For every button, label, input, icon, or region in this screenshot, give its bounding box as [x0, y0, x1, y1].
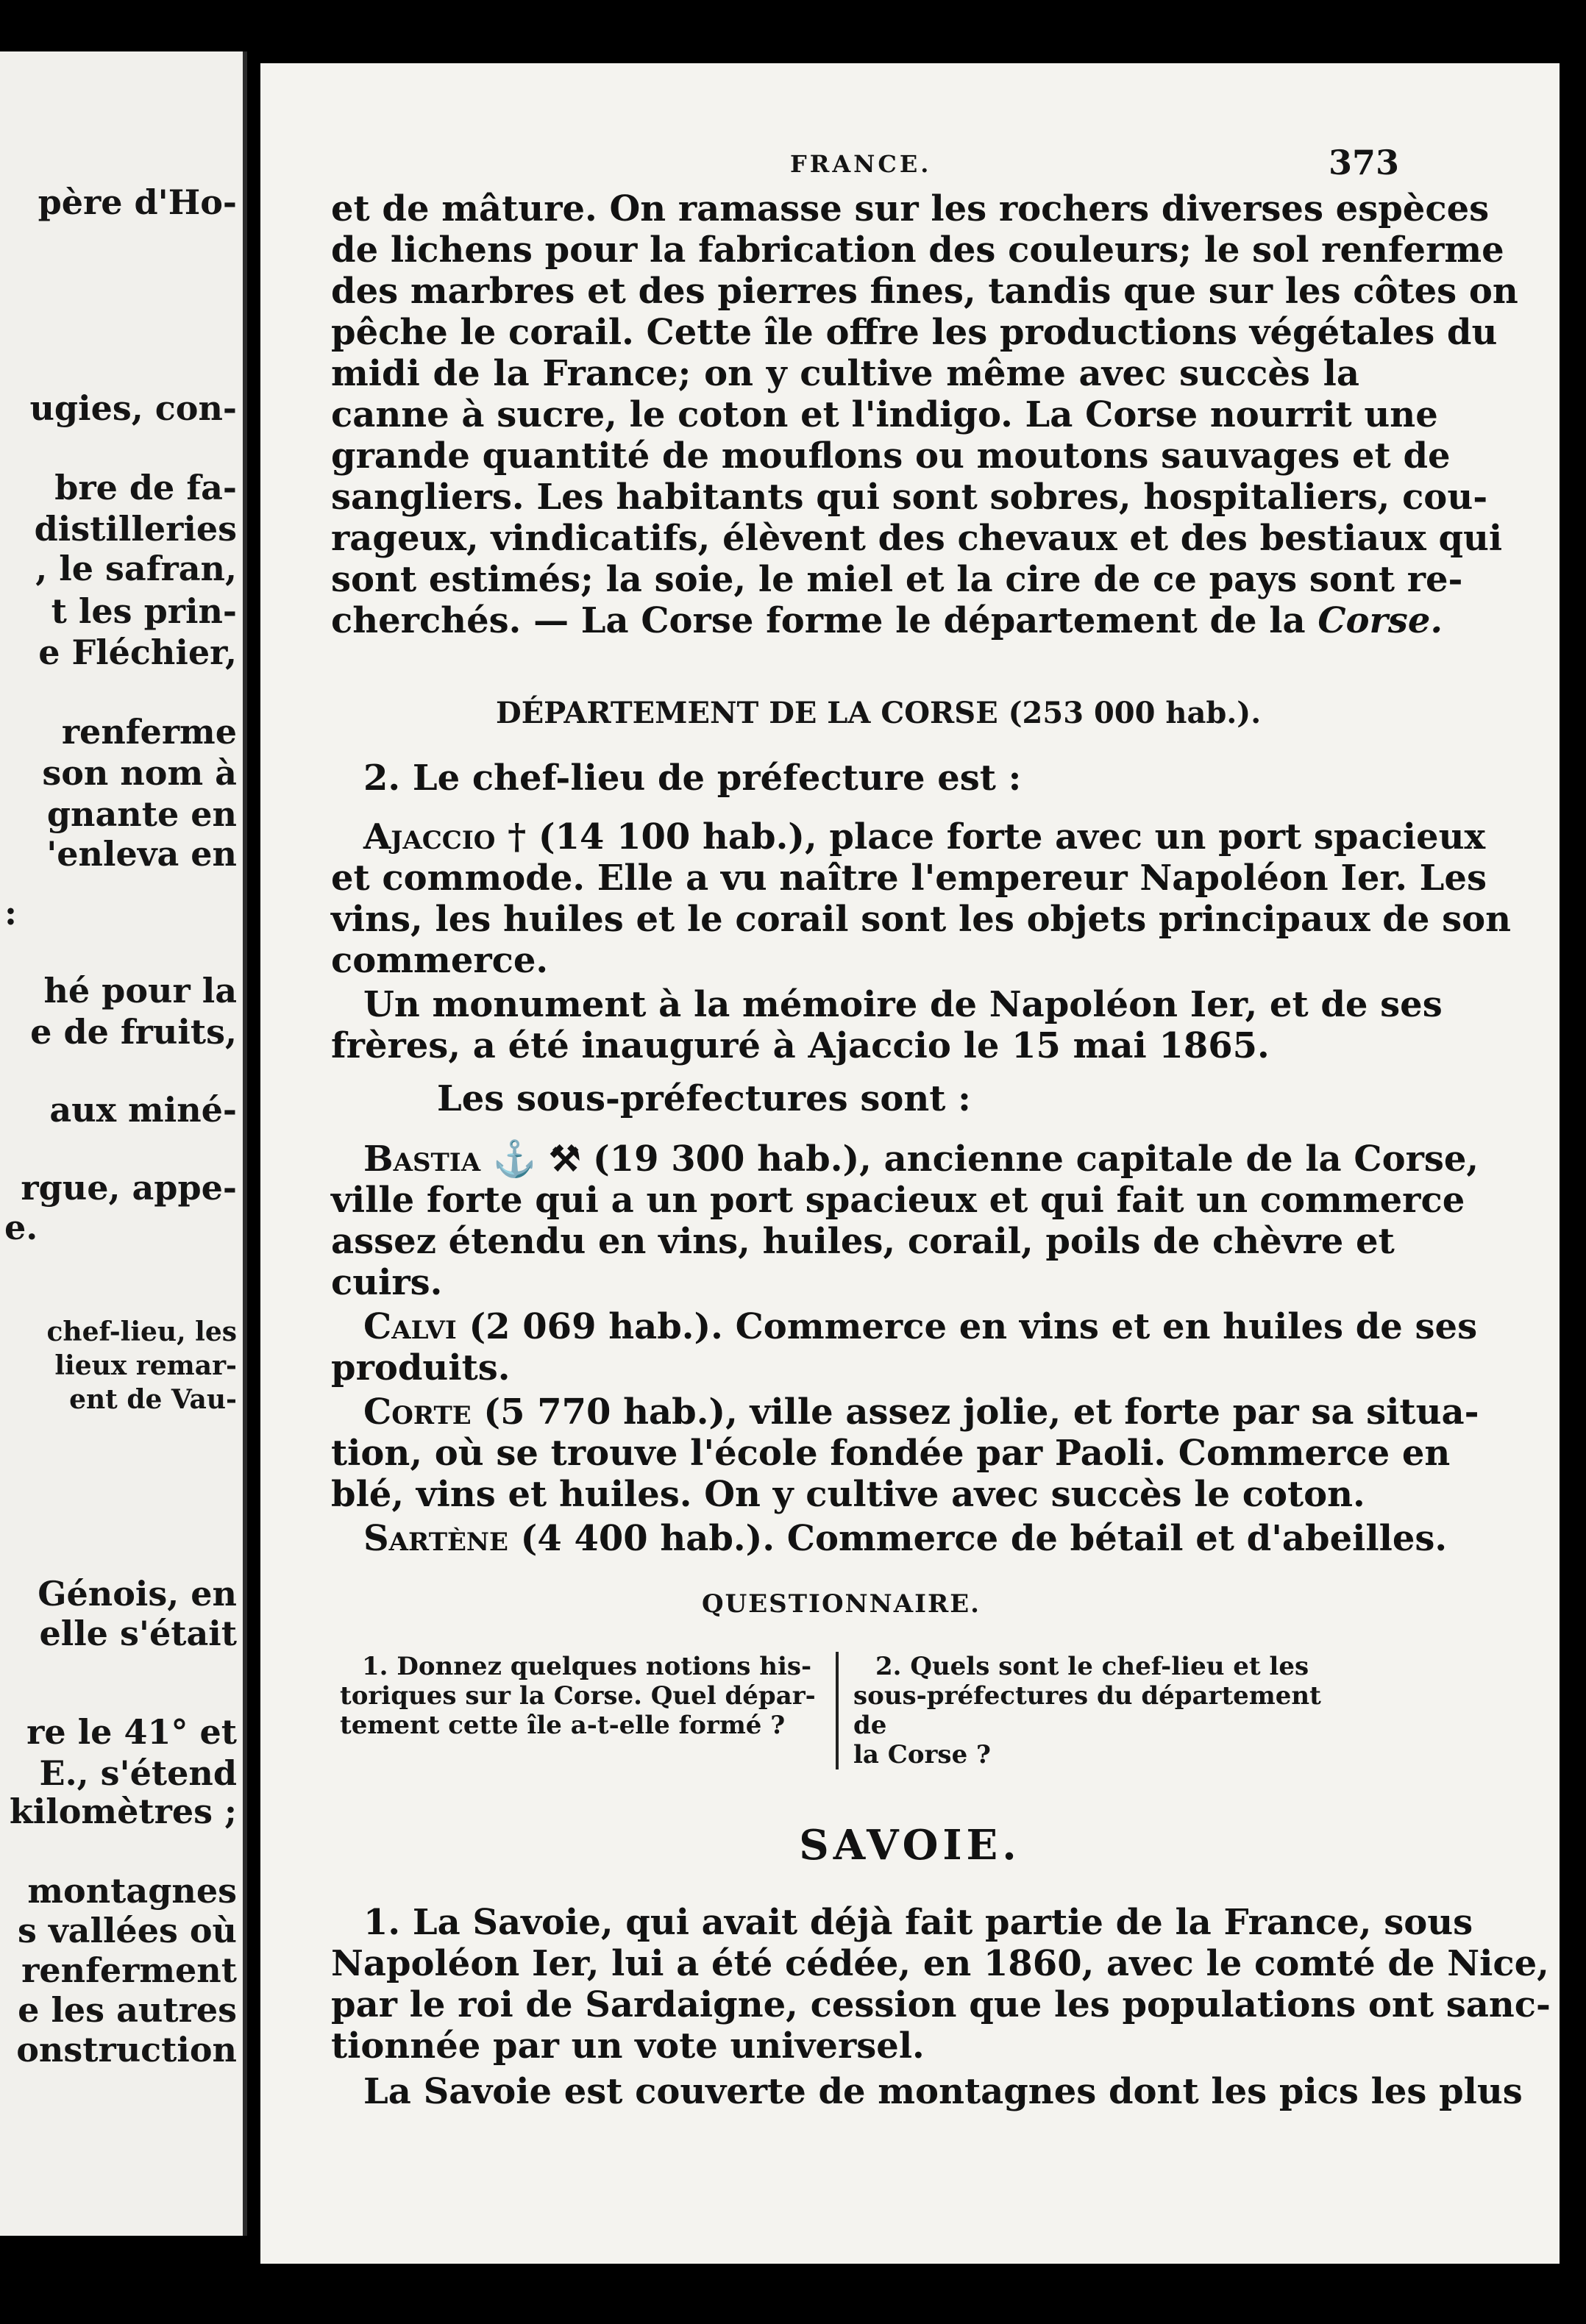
city-name: Sartène [363, 1518, 508, 1559]
left-page-line: ent de Vau- [69, 1384, 237, 1415]
bastia-line [363, 1138, 1479, 1180]
text-span: † (14 100 hab.), place forte avec un port spacieux [495, 816, 1486, 858]
left-page-line: bre de fa- [54, 468, 237, 507]
question-2 [853, 1652, 1339, 1769]
left-page-line: lieux remar- [54, 1350, 237, 1381]
left-page-line: père d'Ho- [38, 182, 237, 222]
text-line: sont estimés; la soie, le miel et la cire de ce pays sont re- [331, 559, 1463, 600]
text-line: cuirs. [331, 1262, 443, 1303]
running-title: FRANCE. [790, 150, 932, 178]
left-page-line: re le 41° et [26, 1712, 237, 1752]
right-page [260, 63, 1560, 2264]
left-page-line: chef-lieu, les [46, 1316, 237, 1347]
text-line: commerce. [331, 940, 549, 981]
left-page-line: rgue, appe- [21, 1168, 237, 1208]
question-line: 1. Donnez quelques notions his- [362, 1652, 812, 1681]
left-facing-page [0, 51, 247, 2236]
text-line: tionnée par un vote universel. [331, 2025, 925, 2067]
left-page-line: e de fruits, [30, 1012, 237, 1052]
text-line: Un monument à la mémoire de Napoléon Ier, et de ses [363, 984, 1443, 1025]
left-page-line: Génois, en [38, 1574, 237, 1614]
left-page-line: elle s'était [39, 1614, 237, 1653]
text-span: (2 069 hab.). Commerce en vins et en huiles de ses [456, 1306, 1478, 1347]
text-line: assez étendu en vins, huiles, corail, poils de chèvre et [331, 1221, 1395, 1262]
text-line: des marbres et des pierres fines, tandis que sur les côtes on [331, 271, 1518, 312]
question-line: tement cette île a-t-elle formé ? [340, 1711, 786, 1740]
page-number: 373 [1329, 143, 1400, 182]
left-page-line: E., s'étend [39, 1753, 237, 1793]
question-line: sous-préfectures du département de [853, 1681, 1321, 1740]
text-span: (19 300 hab.), ancienne capitale de la Corse, [580, 1138, 1479, 1180]
text-line: 1. La Savoie, qui avait déjà fait partie de la France, sous [363, 1902, 1473, 1943]
left-page-line: gnante en [46, 794, 237, 834]
text-span: cherchés. — La Corse forme le département de la [331, 600, 1318, 641]
text-line: midi de la France; on y cultive même avec succès la [331, 353, 1359, 394]
text-line: rageux, vindicatifs, élèvent des chevaux et des bestiaux qui [331, 518, 1503, 559]
city-name: Bastia [363, 1138, 481, 1180]
sartene-line [363, 1518, 1448, 1559]
calvi-line [363, 1306, 1478, 1347]
text-line: pêche le corail. Cette île offre les productions végétales du [331, 312, 1498, 353]
question-line: 2. Quels sont le chef-lieu et les [875, 1652, 1309, 1681]
left-page-line: e Fléchier, [38, 632, 237, 672]
text-line: vins, les huiles et le corail sont les objets principaux de son [331, 899, 1512, 940]
text-line: produits. [331, 1347, 511, 1389]
questionnaire-heading: QUESTIONNAIRE. [702, 1589, 981, 1619]
left-page-line: hé pour la [43, 971, 237, 1010]
text-line: grande quantité de mouflons ou moutons sauvages et de [331, 435, 1451, 477]
text-span: (5 770 hab.), ville assez jolie, et forte par sa situa- [471, 1391, 1479, 1433]
left-page-line: e les autres [18, 1990, 237, 2030]
anchor-symbol-icon: ⚓ ⚒ [492, 1138, 581, 1180]
text-line: tion, où se trouve l'école fondée par Paoli. Commerce en [331, 1433, 1451, 1474]
city-name: Ajaccio [363, 816, 496, 858]
left-page-line: renferment [21, 1950, 237, 1990]
left-page-line: aux miné- [49, 1090, 237, 1130]
text-line: canne à sucre, le coton et l'indigo. La Corse nourrit une [331, 394, 1438, 435]
corte-line [363, 1391, 1479, 1433]
left-page-line: son nom à [42, 753, 237, 793]
sous-prefectures-intro: Les sous-préfectures sont : [437, 1078, 971, 1119]
text-line: de lichens pour la fabrication des couleurs; le sol renferme [331, 229, 1504, 271]
left-page-line: , le safran, [35, 549, 237, 588]
left-page-line: onstruction [16, 2030, 237, 2070]
text-line: sangliers. Les habitants qui sont sobres, hospitaliers, cou- [331, 477, 1488, 518]
chef-lieu-intro: 2. Le chef-lieu de préfecture est : [363, 758, 1022, 799]
text-line: par le roi de Sardaigne, cession que les populations ont sanc- [331, 1984, 1551, 2025]
left-page-line: kilomètres ; [9, 1792, 237, 1831]
text-line: blé, vins et huiles. On y cultive avec succès le coton. [331, 1474, 1365, 1515]
ajaccio-line [363, 816, 1486, 858]
left-page-line: montagnes [27, 1871, 237, 1911]
left-page-line: : [4, 893, 17, 933]
left-page-line: ugies, con- [29, 388, 237, 428]
column-divider [836, 1652, 839, 1769]
left-page-line: 'enleva en [46, 834, 237, 874]
left-page-line: s vallées où [18, 1911, 237, 1950]
text-span: (4 400 hab.). Commerce de bétail et d'abeilles. [508, 1518, 1448, 1559]
department-heading: DÉPARTEMENT DE LA CORSE (253 000 hab.). [496, 696, 1262, 730]
text-line: La Savoie est couverte de montagnes dont les pics les plus [363, 2071, 1523, 2112]
text-line [331, 600, 1443, 641]
text-line: ville forte qui a un port spacieux et qui fait un commerce [331, 1180, 1465, 1221]
text-line: et de mâture. On ramasse sur les rochers diverses espèces [331, 188, 1490, 229]
department-name-italic: Corse. [1317, 600, 1443, 641]
left-page-line: renferme [61, 712, 237, 752]
question-line: la Corse ? [853, 1740, 991, 1769]
text-line: Napoléon Ier, lui a été cédée, en 1860, avec le comté de Nice, [331, 1943, 1549, 1984]
savoie-heading: SAVOIE. [799, 1821, 1021, 1869]
left-page-line: t les prin- [51, 591, 237, 631]
city-name: Calvi [363, 1306, 457, 1347]
text-line: frères, a été inauguré à Ajaccio le 15 mai 1865. [331, 1025, 1270, 1066]
question-line: toriques sur la Corse. Quel dépar- [340, 1681, 816, 1711]
left-page-line: e. [4, 1208, 38, 1247]
text-line: et commode. Elle a vu naître l'empereur Napoléon Ier. Les [331, 858, 1487, 899]
city-name: Corte [363, 1391, 472, 1433]
question-1 [340, 1652, 825, 1740]
left-page-line: distilleries [34, 509, 237, 549]
